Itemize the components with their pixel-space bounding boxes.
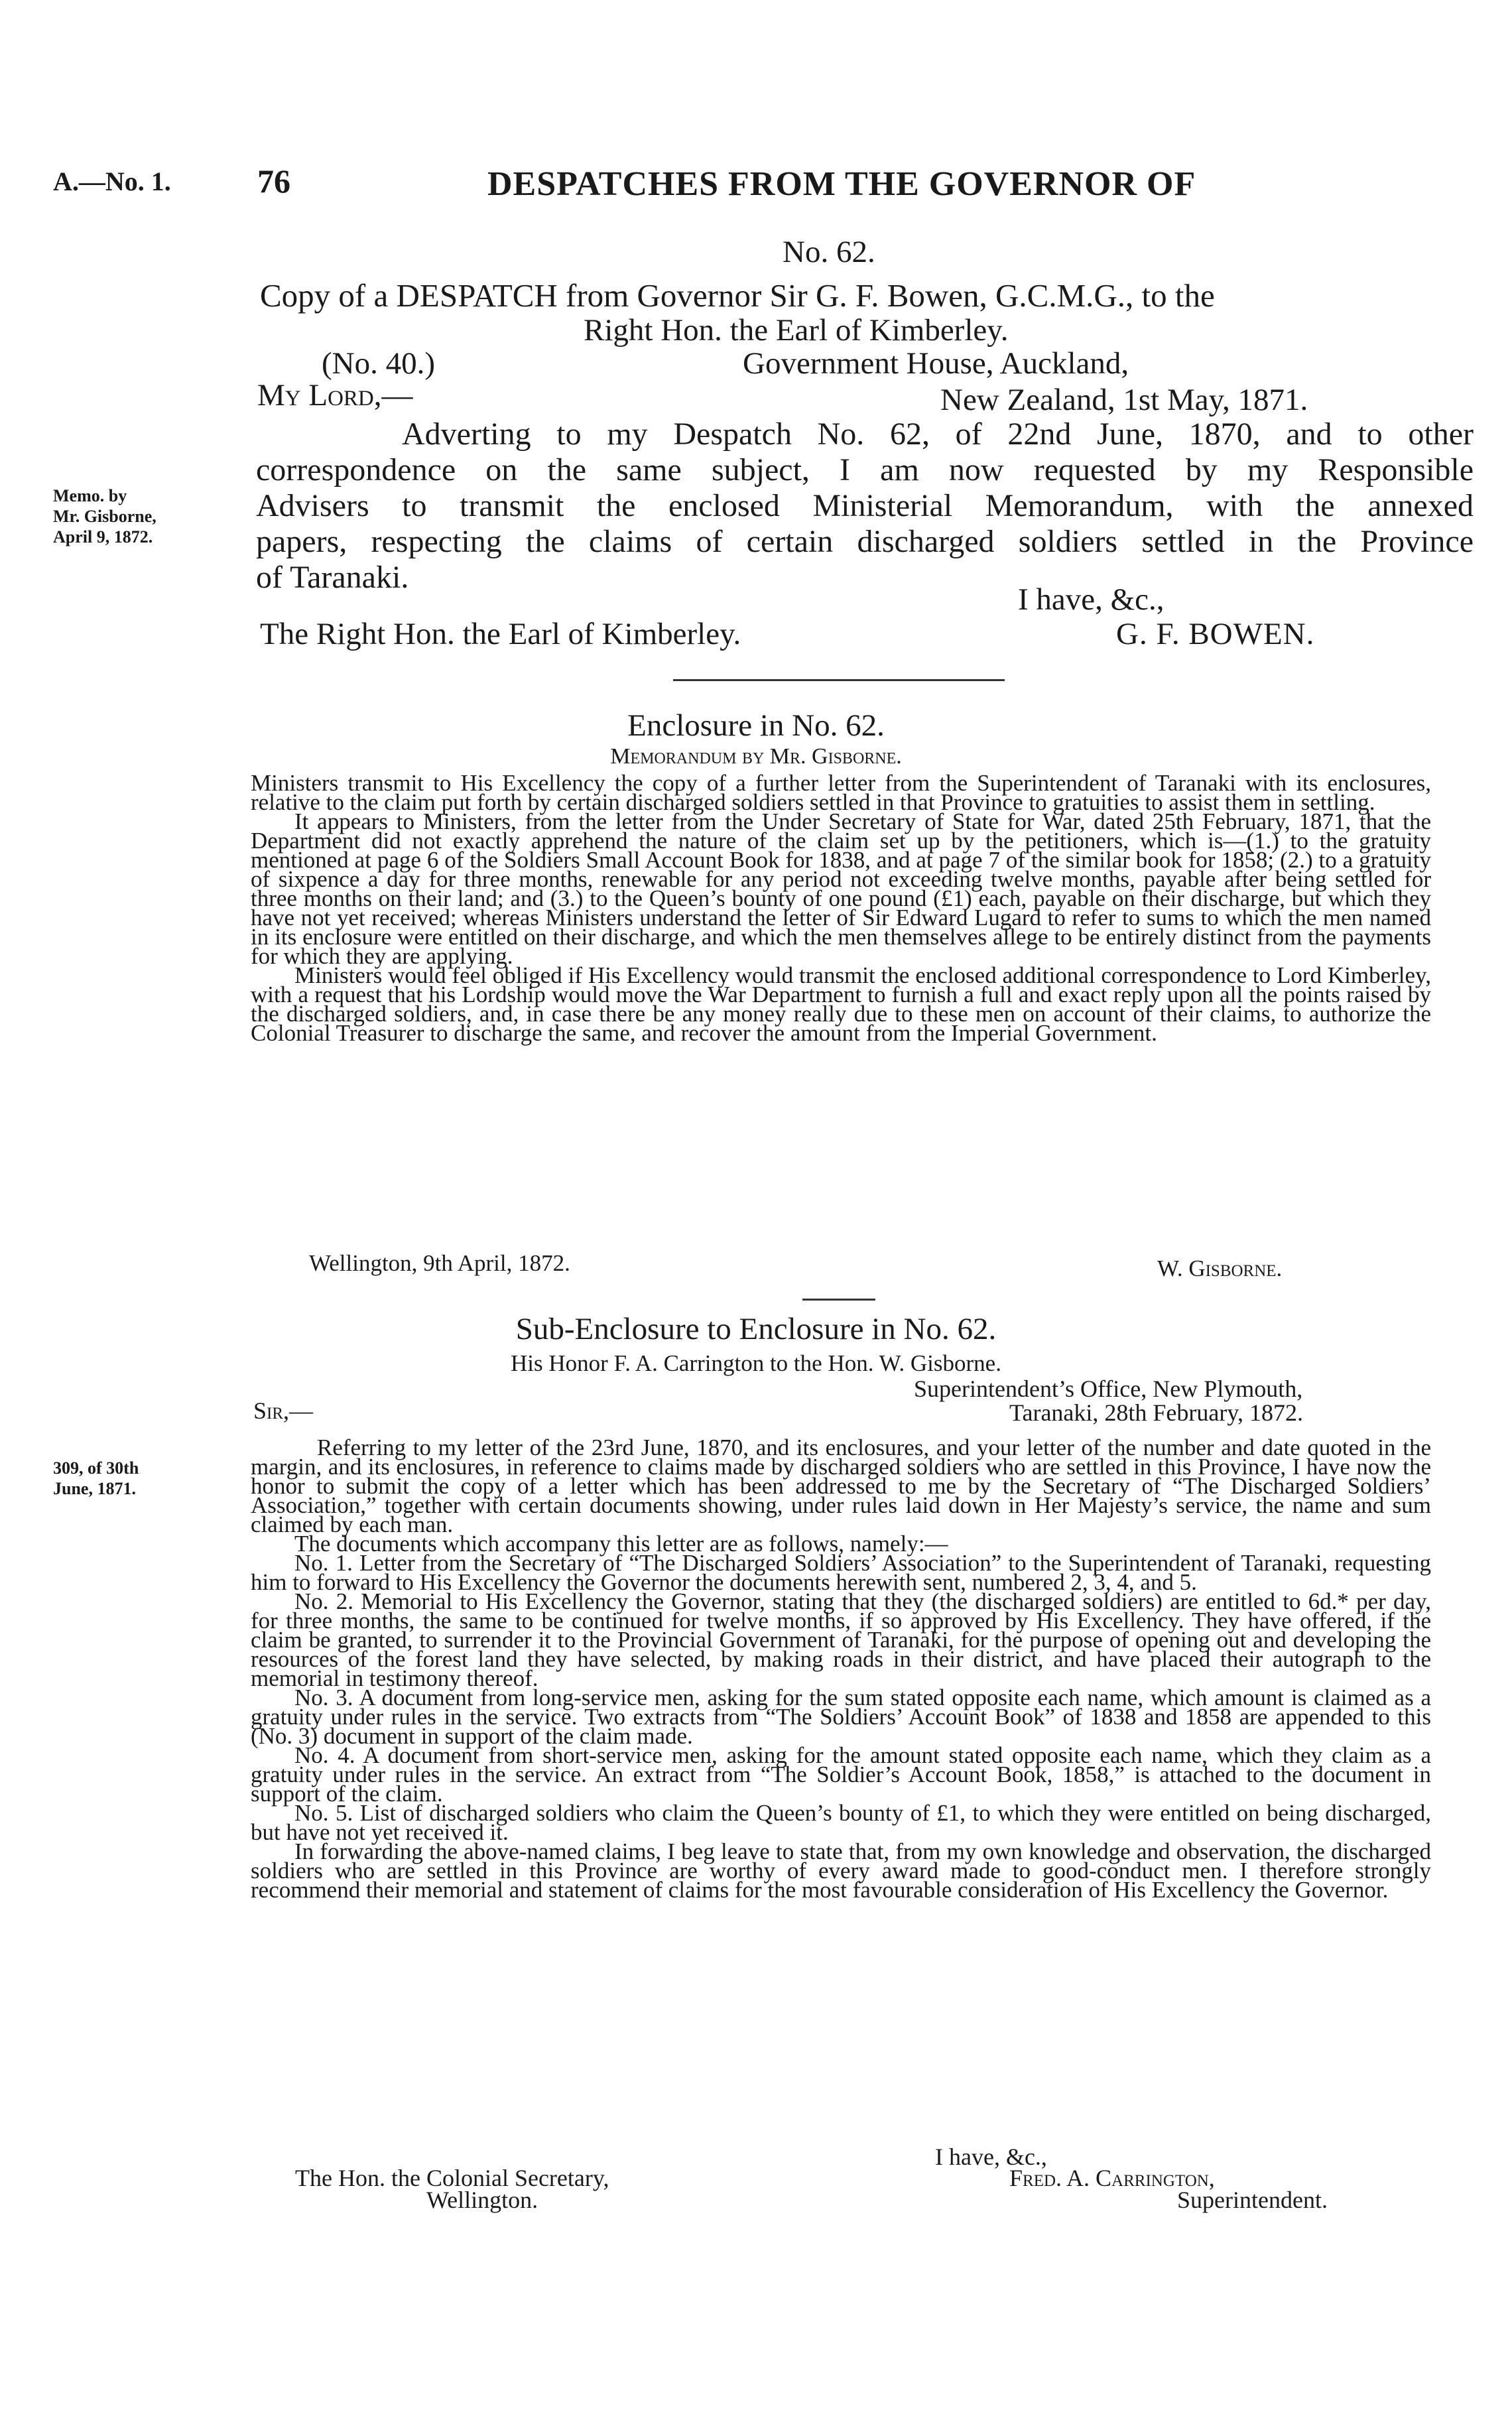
margin-note-line: Memo. by (53, 486, 127, 505)
sub-enclosure-closing: I have, &c., (935, 2144, 1047, 2170)
sub-enclosure-paragraph: No. 2. Memorial to His Excellency the Governor, stating that they (the discharged soldiers) are entitled to 6d.* per day, for three months, the same to be continued for twelve months, if so approved by His Excellency. They have offered, if the claim be granted, to surrender it to the Provincial Government of Taranaki, for the purpose of opening out and developing the resources of the forest land they have selected, by making roads in their district, and have placed their autograph to the memorial in testimony thereof. (251, 1588, 1431, 1691)
enclosure-heading: Enclosure in No. 62. (627, 708, 885, 743)
sub-enclosure-paragraph: No. 5. List of discharged soldiers who claim the Queen’s bounty of £1, to which they were entitled on being discharged, but have not yet received it. (251, 1800, 1431, 1845)
despatch-title-line2: Right Hon. the Earl of Kimberley. (584, 313, 1009, 348)
sub-enclosure-paragraph: No. 1. Letter from the Secretary of “The Discharged Soldiers’ Association” to the Superintendent of Taranaki, requesting him to forward to His Excellency the Governor the documents herewith sent, numbered 2, 3, 4, and 5. (251, 1550, 1431, 1595)
page-number: 76 (257, 162, 290, 200)
despatch-body-line: of Taranaki. (256, 560, 409, 595)
document-reference: A.—No. 1. (53, 166, 171, 196)
section-divider (673, 679, 1005, 681)
page-title: DESPATCHES FROM THE GOVERNOR OF (487, 165, 1196, 203)
despatch-sub-number: (No. 40.) (322, 346, 435, 381)
margin-note-line: June, 1871. (53, 1479, 136, 1498)
sub-enclosure-recipient: The Hon. the Colonial Secretary, (295, 2165, 609, 2191)
sub-enclosure-recipient-city: Wellington. (426, 2187, 538, 2213)
despatch-body-line: papers, respecting the claims of certain discharged soldiers settled in the Province (256, 524, 1474, 559)
margin-note-ref309 (53, 1458, 139, 1499)
despatch-body-line: Adverting to my Despatch No. 62, of 22nd June, 1870, and to other (402, 417, 1474, 452)
despatch-number: No. 62. (783, 235, 875, 269)
sub-enclosure-date: Taranaki, 28th February, 1872. (1009, 1399, 1304, 1426)
despatch-closing: I have, &c., (1018, 582, 1165, 617)
sub-enclosure-heading: Sub-Enclosure to Enclosure in No. 62. (515, 1312, 997, 1346)
despatch-address-line2: New Zealand, 1st May, 1871. (940, 383, 1308, 417)
margin-note-line: 309, of 30th (53, 1458, 139, 1478)
sub-enclosure-subheading: His Honor F. A. Carrington to the Hon. W. Gisborne. (511, 1350, 1001, 1376)
sub-enclosure-paragraph: No. 3. A document from long-service men, asking for the sum stated opposite each name, which amount is claimed as a gratuity under rules in the service. Two extracts from “The Soldiers’ Account Book” of 1838 and 1858 are appended to this (No. 3) document in support of the claim made. (251, 1685, 1431, 1749)
enclosure-paragraph: It appears to Ministers, from the letter from the Under Secretary of State for War, dated 25th February, 1871, that the Department did not exactly apprehend the nature of the claim set up by the petitioners, which is—(1.) to the gratuity mentioned at page 6 of the Soldiers Small Account Book for 1838, and at page 7 of the similar book for 1858; (2.) to a gratuity of sixpence a day for three months, renewable for any period not exceeding twelve months, payable after being settled for three months on their land; and (3.) to the Queen’s bounty of one pound (£1) each, payable on their discharge, but which they have not yet received; whereas Ministers understand the letter of Sir Edward Lugard to refer to sums to which the men named in its enclosure were entitled on their discharge, and which the men themselves allege to be entirely distinct from the payments for which they are applying. (251, 808, 1431, 969)
sub-enclosure-signature: Fred. A. Carrington, (1009, 2165, 1215, 2191)
section-divider (802, 1299, 875, 1301)
sub-enclosure-salutation: Sir,— (253, 1397, 314, 1424)
margin-note-line: Mr. Gisborne, (53, 507, 157, 526)
sub-enclosure-body (251, 1435, 1431, 1903)
sub-enclosure-paragraph: The documents which accompany this letter are as follows, namely:— (294, 1531, 948, 1557)
enclosure-place-date: Wellington, 9th April, 1872. (309, 1250, 570, 1276)
despatch-body-line: correspondence on the same subject, I am now requested by my Responsible (256, 452, 1474, 487)
sub-enclosure-signature-title: Superintendent. (1177, 2187, 1328, 2213)
sub-enclosure-paragraph: No. 4. A document from short-service men, asking for the amount stated opposite each name, which they claim as a gratuity under rules in the service. An extract from “The Soldier’s Account Book, 1858,” is attached to the document in support of the claim. (251, 1742, 1431, 1807)
margin-note-line: April 9, 1872. (53, 527, 153, 546)
margin-note-memo (53, 485, 157, 547)
sub-enclosure-office: Superintendent’s Office, New Plymouth, (914, 1376, 1303, 1402)
despatch-salutation: My Lord,— (257, 378, 413, 413)
sub-enclosure-paragraph: Referring to my letter of the 23rd June, 1870, and its enclosures, and your letter of the number and date quoted in the margin, and its enclosures, in reference to claims made by discharged soldiers who are settled in this Province, I have now the honor to submit the copy of a letter which has been addressed to me by the Secretary of “The Discharged Soldiers’ Association,” together with certain documents showing, under rules laid down in Her Majesty’s service, the name and sum claimed by each man. (251, 1435, 1431, 1537)
enclosure-paragraph: Ministers transmit to His Excellency the copy of a further letter from the Superintendent of Taranaki with its enclosures, relative to the claim put forth by certain discharged soldiers settled in that Province to gratuities to assist them in settling. (251, 770, 1431, 815)
enclosure-body (251, 770, 1431, 1046)
enclosure-paragraph: Ministers would feel obliged if His Excellency would transmit the enclosed additional correspondence to Lord Kimberley, with a request that his Lordship would move the War Department to furnish a full and exact reply upon all the points raised by the discharged soldiers, and, in case there be any money really due to these men on account of their claims, to authorize the Colonial Treasurer to discharge the same, and recover the amount from the Imperial Government. (251, 962, 1431, 1046)
enclosure-subheading: Memorandum by Mr. Gisborne. (610, 744, 902, 769)
despatch-title-line1: Copy of a DESPATCH from Governor Sir G. F. Bowen, G.C.M.G., to the (260, 277, 1215, 314)
despatch-address-line1: Government House, Auckland, (743, 346, 1129, 381)
despatch-body (256, 417, 1474, 596)
despatch-signature: G. F. BOWEN. (1116, 617, 1315, 651)
despatch-body-line: Advisers to transmit the enclosed Ministerial Memorandum, with the annexed (256, 488, 1474, 523)
enclosure-signature: W. Gisborne. (1157, 1255, 1283, 1281)
despatch-recipient: The Right Hon. the Earl of Kimberley. (260, 617, 741, 651)
sub-enclosure-paragraph: In forwarding the above-named claims, I beg leave to state that, from my own knowledge and observation, the discharged soldiers who are settled in this Province are worthy of every award made to good-conduct men. I therefore strongly recommend their memorial and statement of claims for the most favourable consideration of His Excellency the Governor. (251, 1838, 1431, 1903)
